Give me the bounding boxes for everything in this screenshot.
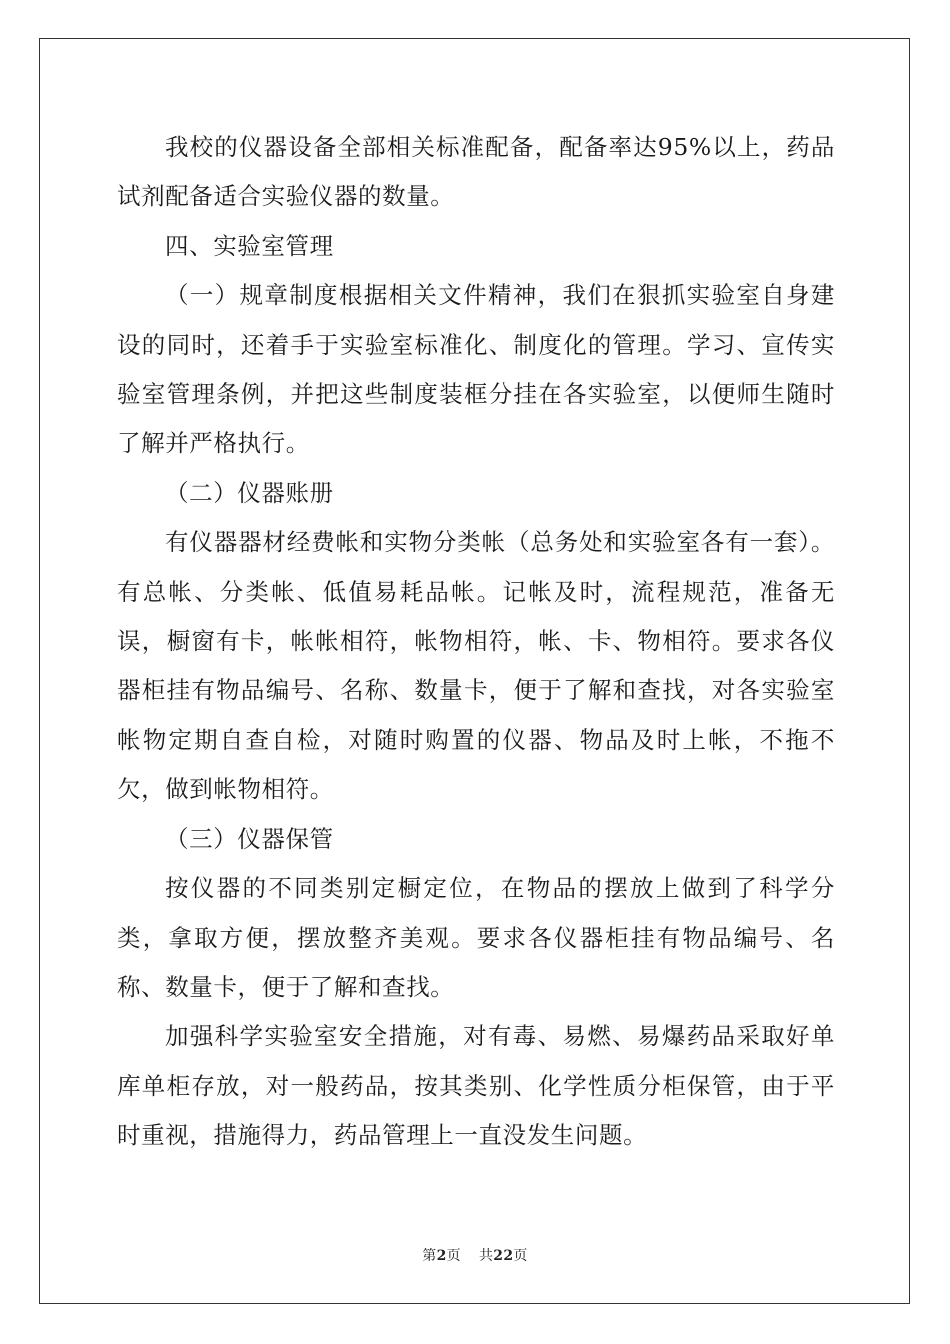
footer-total-suffix: 页	[513, 1248, 528, 1264]
paragraph-ledger-details: 有仪器器材经费帐和实物分类帐（总务处和实验室各有一套）。有总帐、分类帐、低值易耗品帐。记帐及时，流程规范，准备无误，橱窗有卡，帐帐相符，帐物相符，帐、卡、物相符。要求各仪器柜挂有物品编号、名称、数量卡，便于了解和查找，对各实验室帐物定期自查自检，对随时购置的仪器、物品及时上帐，不拖不欠，做到帐物相符。	[117, 528, 835, 804]
subheading-instrument-ledger: （二）仪器账册	[165, 478, 334, 507]
paragraph-rules-regulations: （一）规章制度根据相关文件精神，我们在狠抓实验室自身建设的同时，还着手于实验室标准化、制度化的管理。学习、宣传实验室管理条例，并把这些制度装框分挂在各实验室，以便师生随时了解并严格执行。	[117, 281, 835, 458]
paragraph-storage-details: 按仪器的不同类别定橱定位，在物品的摆放上做到了科学分类，拿取方便，摆放整齐美观。要求各仪器柜挂有物品编号、名称、数量卡，便于了解和查找。	[117, 874, 835, 1001]
footer-total-number: 22	[493, 1248, 514, 1264]
footer-page-prefix: 第	[422, 1248, 437, 1264]
footer-page-suffix: 页	[446, 1248, 461, 1264]
footer-total-prefix: 共	[478, 1248, 494, 1264]
paragraph-safety-measures: 加强科学实验室安全措施，对有毒、易燃、易爆药品采取好单库单柜存放，对一般药品，按其类别、化学性质分柜保管，由于平时重视，措施得力，药品管理上一直没发生问题。	[117, 1022, 835, 1150]
document-body	[117, 123, 835, 1161]
subheading-instrument-storage: （三）仪器保管	[165, 824, 334, 853]
page-footer	[0, 1245, 950, 1265]
paragraph-equipment-standard: 我校的仪器设备全部相关标准配备，配备率达95%以上，药品试剂配备适合实验仪器的数量。	[117, 133, 835, 211]
section-heading-lab-management: 四、实验室管理	[165, 231, 334, 260]
footer-page-number: 2	[436, 1248, 447, 1264]
